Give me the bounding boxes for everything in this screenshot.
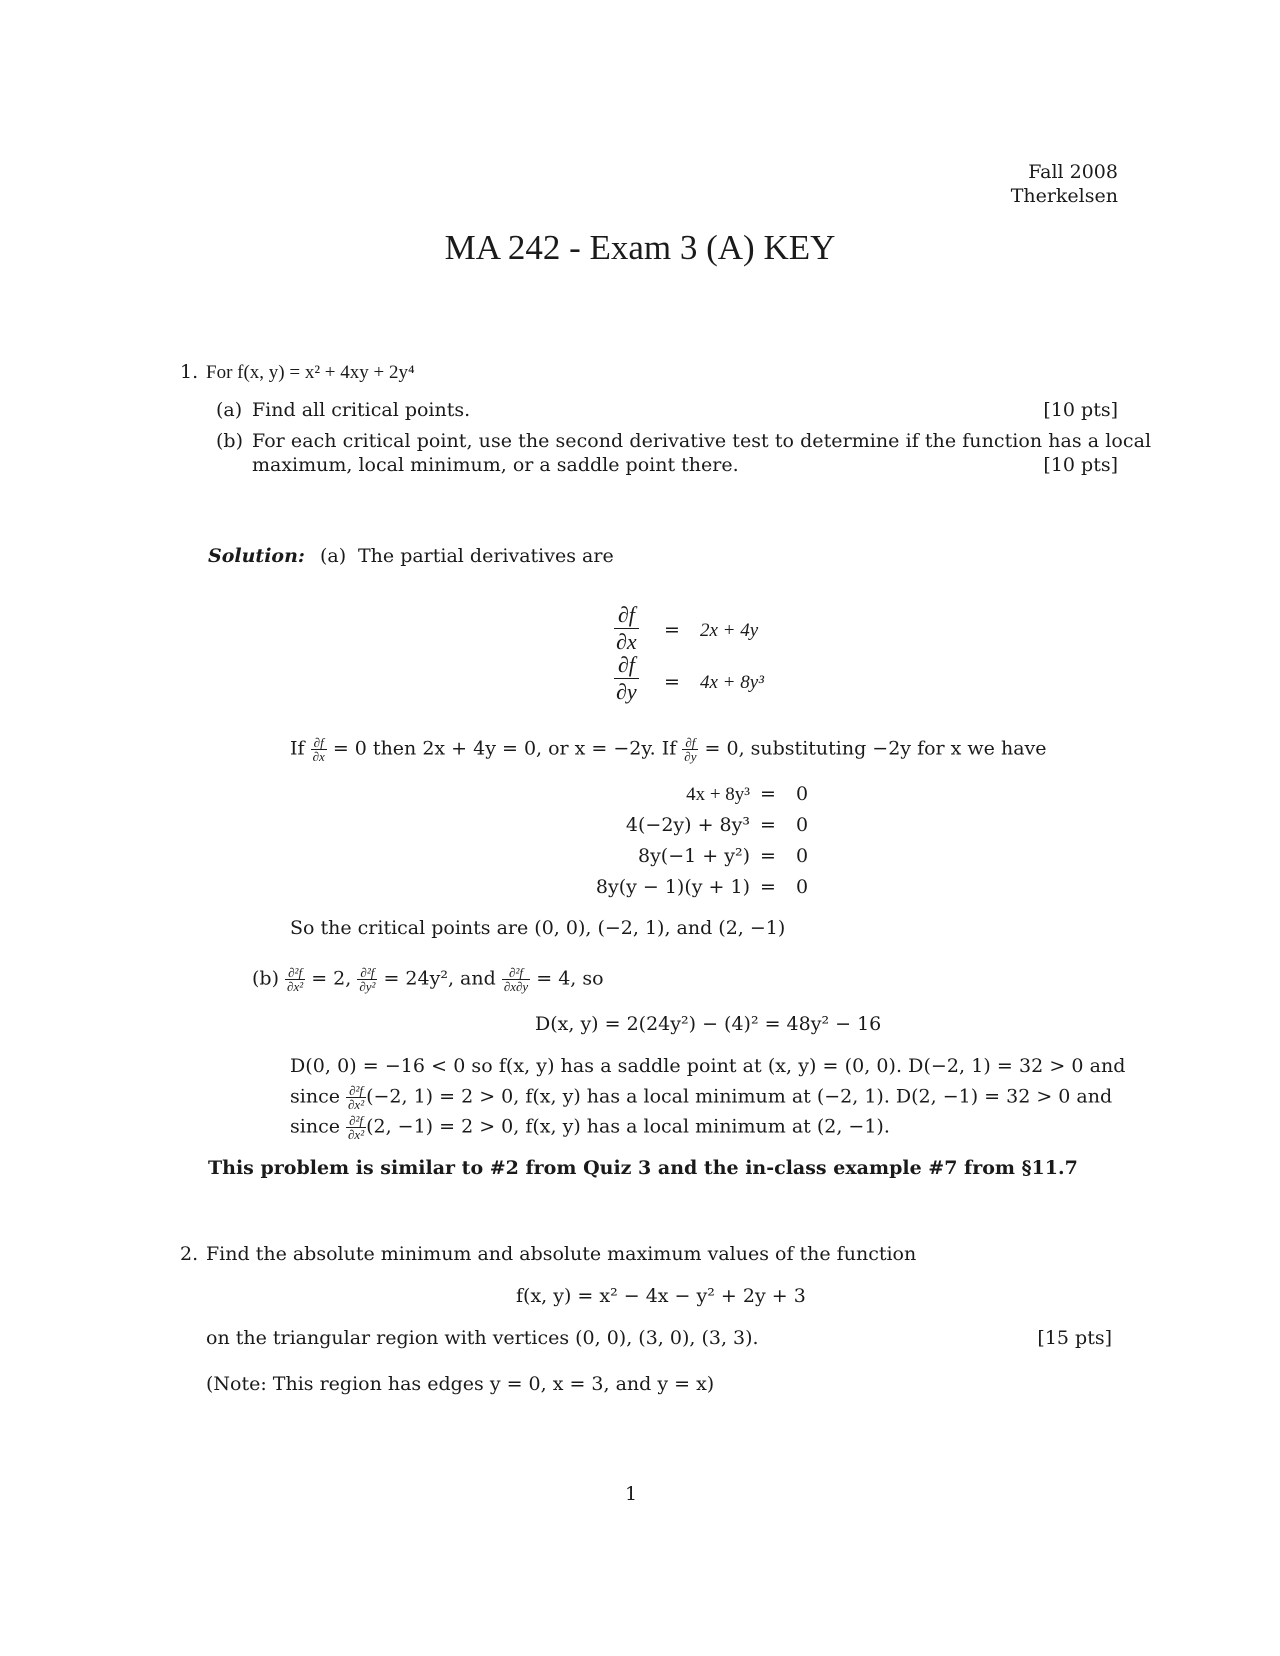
problem2-function: f(x, y) = x² − 4x − y² + 2y + 3 (516, 1285, 806, 1307)
step-lhs-2: 4(−2y) + 8y³ (625, 814, 750, 836)
problem1-part-a-label: (a) (216, 399, 243, 421)
step-lhs-1: 4x + 8y³ (686, 784, 750, 805)
solution-b-line: (b) $\frac{\text{∂²f}}{\text{∂x²}}$ = 2, $\frac{\text{∂²f}}{\text{∂y²}}$ = 24y², and $\frac{\text{∂²f}}{\partial x\partial y}$ = 4, so (252, 965, 604, 994)
conclusion-line2: since $\frac{\text{∂²f}}{\text{∂x²}}$ (−2, 1) = 2 > 0, f(x, y) has a local minimum at (−2, 1). D(2, −1) = 32 > 0 and (290, 1083, 1113, 1112)
problem1-part-b-text-line2: maximum, local minimum, or a saddle point there. (252, 454, 739, 476)
problem1-number: 1. (180, 361, 199, 383)
if-line: If $\frac{\partial f}{\partial x}$ = 0 then 2x + 4y = 0, or x = −2y. If $\frac{\partial f}{\partial y}$ = 0, substituting −2y for x we have (290, 735, 1047, 764)
term-label: Fall 2008 (1028, 161, 1118, 183)
critical-points-text: So the critical points are (0, 0), (−2, 1), and (2, −1) (290, 917, 786, 939)
step-rhs-2: 0 (796, 814, 809, 836)
step-rhs-1: 0 (796, 783, 809, 805)
problem2-number: 2. (180, 1243, 199, 1265)
discriminant-formula: D(x, y) = 2(24y²) − (4)² = 48y² − 16 (535, 1013, 882, 1035)
conclusion-line3: since $\frac{\text{∂²f}}{\text{∂x²}}$ (2, −1) = 2 > 0, f(x, y) has a local minimum at (2, −1). (290, 1113, 890, 1142)
problem1-intro: For f(x, y) = x² + 4xy + 2y⁴ (206, 362, 415, 383)
problem2-note: (Note: This region has edges y = 0, x = 3, and y = x) (206, 1373, 715, 1395)
problem2-points: [15 pts] (1037, 1327, 1112, 1349)
solution-a-intro: The partial derivatives are (358, 545, 614, 567)
problem1-part-b-label: (b) (216, 430, 243, 452)
problem2-region: on the triangular region with vertices (0, 0), (3, 0), (3, 3). (206, 1327, 759, 1349)
equals-sign: = (760, 814, 776, 836)
page-number: 1 (625, 1483, 638, 1505)
page-title: MA 242 - Exam 3 (A) KEY (444, 228, 836, 267)
problem1-part-a-text: Find all critical points. (252, 399, 471, 421)
similar-problem-note: This problem is similar to #2 from Quiz 3 and the in-class example #7 from §11.7 (208, 1157, 1078, 1179)
step-lhs-4: 8y(y − 1)(y + 1) (595, 876, 750, 898)
equals-sign: = (664, 671, 680, 693)
solution-label: Solution: (208, 545, 305, 567)
partial-fy-rhs: 4x + 8y³ (700, 672, 764, 693)
step-lhs-3: 8y(−1 + y²) (637, 845, 750, 867)
equals-sign: = (760, 845, 776, 867)
partial-fx-fraction: $\frac{\partial f}{\partial x}$ (616, 602, 637, 654)
problem1-part-a-points: [10 pts] (1043, 399, 1118, 421)
equals-sign: = (664, 619, 680, 641)
problem1-part-b-text-line1: For each critical point, use the second derivative test to determine if the function has a local (252, 430, 1152, 452)
equals-sign: = (760, 783, 776, 805)
solution-a-label: (a) (320, 545, 347, 567)
equals-sign: = (760, 876, 776, 898)
partial-fy-fraction: $\frac{\partial f}{\partial y}$ (616, 652, 637, 704)
problem2-intro: Find the absolute minimum and absolute maximum values of the function (206, 1243, 917, 1265)
instructor-label: Therkelsen (1010, 185, 1118, 207)
step-rhs-3: 0 (796, 845, 809, 867)
problem1-part-b-points: [10 pts] (1043, 454, 1118, 476)
partial-fx-rhs: 2x + 4y (700, 620, 759, 641)
conclusion-line1: D(0, 0) = −16 < 0 so f(x, y) has a saddle point at (x, y) = (0, 0). D(−2, 1) = 32 > 0 and (290, 1055, 1126, 1077)
step-rhs-4: 0 (796, 876, 809, 898)
